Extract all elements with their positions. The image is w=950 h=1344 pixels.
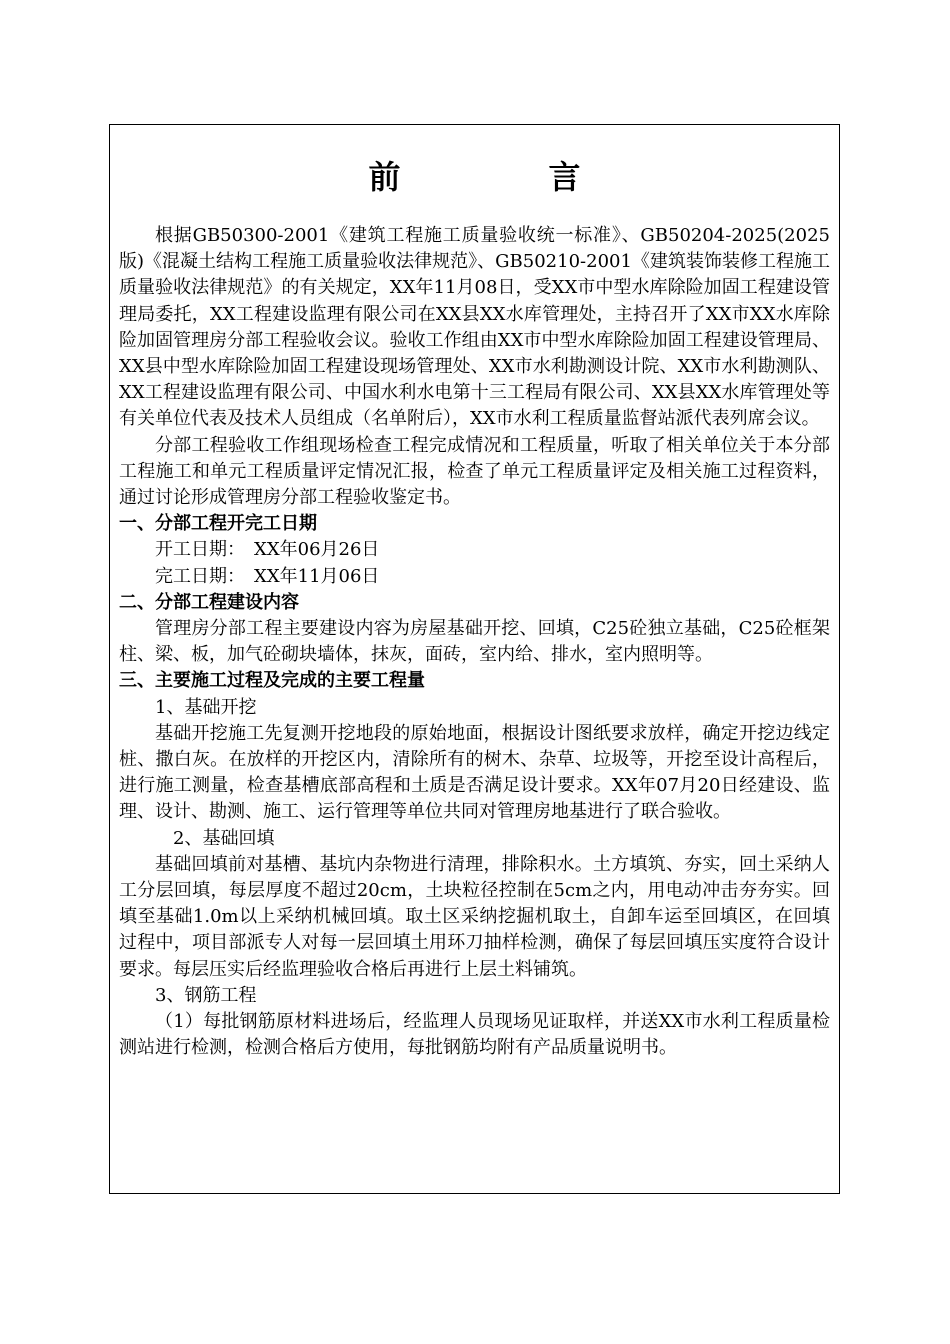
backfill-paragraph: 基础回填前对基槽、基坑内杂物进行清理，排除积水。土方填筑、夯实，回土采纳人工分层回填，每层厚度不超过20cm，土块粒径控制在5cm之内，用电动冲击夯夯实。回填至基础1.0m以上采纳机械回填。取土区采纳挖掘机取土，自卸车运至回填区，在回填过程中，项目部派专人对每一层回填土用环刀抽样检测，确保了每层回填压实度符合设计要求。每层压实后经监理验收合格后再进行上层土料铺筑。 xyxy=(119,853,830,980)
section-heading-dates: 一、分部工程开完工日期 xyxy=(119,513,317,535)
end-date: 完工日期： XX年11月06日 xyxy=(155,565,380,587)
summary-paragraph: 分部工程验收工作组现场检查工程完成情况和工程质量，听取了相关单位关于本分部工程施工和单元工程质量评定情况汇报，检查了单元工程质量评定及相关施工过程资料，通过讨论形成管理房分部工程验收鉴定书。 xyxy=(119,434,830,509)
document-frame xyxy=(109,124,840,1194)
page-title: 前 言 xyxy=(368,158,639,196)
document-body xyxy=(119,223,830,1062)
excavation-paragraph: 基础开挖施工先复测开挖地段的原始地面，根据设计图纸要求放样，确定开挖边线定桩、撒白灰。在放样的开挖区内，清除所有的树木、杂草、垃圾等，开挖至设计高程后，进行施工测量，检查基槽底部高程和土质是否满足设计要求。XX年07月20日经建设、监理、设计、勘测、施工、运行管理等单位共同对管理房地基进行了联合验收。 xyxy=(119,722,830,823)
subsection-title-excavation: 1、基础开挖 xyxy=(155,696,257,718)
subsection-title-rebar: 3、钢筋工程 xyxy=(155,984,257,1006)
rebar-paragraph: （1）每批钢筋原材料进场后，经监理人员现场见证取样，并送XX市水利工程质量检测站进行检测，检测合格后方使用，每批钢筋均附有产品质量说明书。 xyxy=(119,1011,830,1059)
intro-paragraph: 根据GB50300-2001《建筑工程施工质量验收统一标准》、GB50204-2025(2025版)《混凝土结构工程施工质量验收法律规范》、GB50210-2001《建筑装饰装修工程施工质量验收法律规范》的有关规定，XX年11月08日，受XX市中型水库除险加固工程建设管理局委托，XX工程建设监理有限公司在XX县XX水库管理处，主持召开了XX市XX水库除险加固管理房分部工程验收会议。验收工作组由XX市中型水库除险加固工程建设管理局、XX县中型水库除险加固工程建设现场管理处、XX市水利勘测设计院、XX市水利勘测队、XX工程建设监理有限公司、中国水利水电第十三工程局有限公司、XX县XX水库管理处等有关单位代表及技术人员组成（名单附后），XX市水利工程质量监督站派代表列席会议。 xyxy=(119,225,830,430)
start-date: 开工日期： XX年06月26日 xyxy=(155,539,380,561)
subsection-title-backfill: 2、基础回填 xyxy=(173,827,275,849)
section-heading-content: 二、分部工程建设内容 xyxy=(119,591,299,613)
construction-content-paragraph: 管理房分部工程主要建设内容为房屋基础开挖、回填，C25砼独立基础，C25砼框架柱、梁、板，加气砼砌块墙体，抹灰，面砖，室内给、排水，室内照明等。 xyxy=(119,618,830,666)
section-heading-process: 三、主要施工过程及完成的主要工程量 xyxy=(119,670,425,692)
